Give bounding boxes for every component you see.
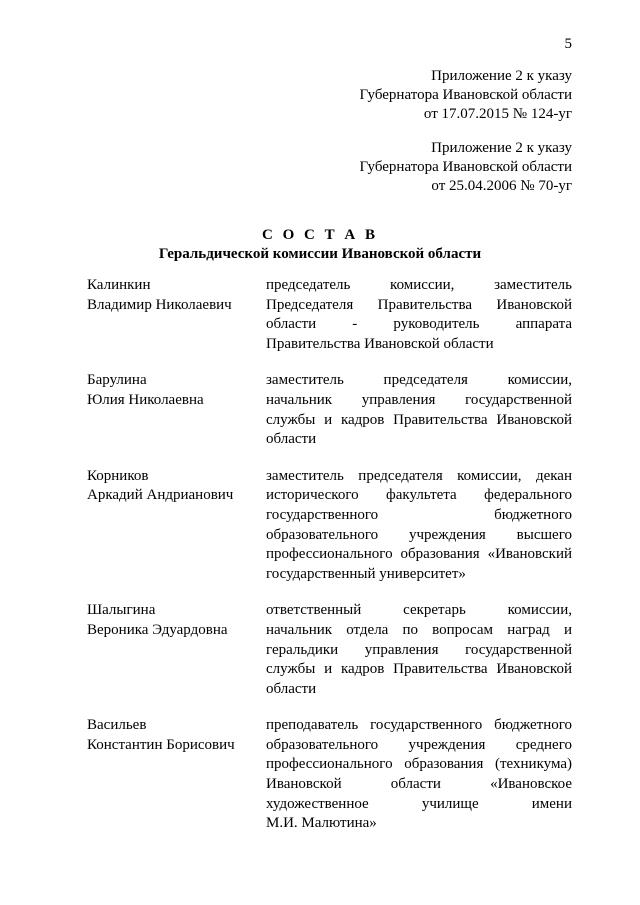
member-role-line: службы и кадров Правительства Ивановской xyxy=(266,661,572,678)
member-role-line: заместитель председателя комиссии, xyxy=(266,372,572,389)
member-given-names: Вероника Эдуардовна xyxy=(87,621,228,638)
member-role-line: области xyxy=(266,680,317,697)
member-surname: Корников xyxy=(87,467,149,484)
member-role-line: преподаватель государственного бюджетного xyxy=(266,717,572,734)
members-list xyxy=(87,276,572,834)
member-surname: Барулина xyxy=(87,372,147,389)
member-surname: Васильев xyxy=(87,717,147,734)
member-entry xyxy=(87,716,572,834)
member-role-line: области xyxy=(266,431,317,448)
appendix-original-line: Приложение 2 к указу xyxy=(431,140,572,156)
member-surname: Калинкин xyxy=(87,277,151,293)
member-name xyxy=(87,467,257,506)
member-entry xyxy=(87,371,572,449)
member-surname: Шалыгина xyxy=(87,602,156,619)
member-role-line: Председателя Правительства Ивановской xyxy=(266,296,572,313)
member-entry xyxy=(87,467,572,585)
member-gap xyxy=(87,699,572,716)
member-role-line: исторического факультета федерального xyxy=(266,487,572,504)
member-role-line: художественное училище имени xyxy=(266,795,572,812)
member-name xyxy=(87,371,257,410)
member-gap xyxy=(87,584,572,601)
member-given-names: Владимир Николаевич xyxy=(87,296,232,313)
member-role-line: профессионального образования (техникума) xyxy=(266,756,572,773)
member-given-names: Аркадий Андрианович xyxy=(87,487,234,504)
member-name xyxy=(87,276,257,315)
member-gap xyxy=(87,354,572,371)
member-gap xyxy=(87,450,572,467)
member-role xyxy=(266,601,572,699)
member-entry xyxy=(87,601,572,699)
member-role xyxy=(266,716,572,834)
member-name xyxy=(87,716,257,755)
member-role-line: службы и кадров Правительства Ивановской xyxy=(266,411,572,428)
appendix-current-line: Приложение 2 к указу xyxy=(431,68,572,84)
member-role-line: Правительства Ивановской области xyxy=(266,335,494,352)
member-role-line: геральдики управления государственной xyxy=(266,641,572,658)
appendix-current-line: Губернатора Ивановской области xyxy=(359,87,572,103)
appendix-original-line: от 25.04.2006 № 70-уг xyxy=(431,178,572,194)
member-given-names: Константин Борисович xyxy=(87,736,235,753)
document-subtitle: Геральдической комиссии Ивановской области xyxy=(158,246,482,262)
document-title: С О С Т А В xyxy=(262,227,378,243)
document-heading xyxy=(0,226,640,264)
appendix-original-line: Губернатора Ивановской области xyxy=(359,159,572,175)
page-number: 5 xyxy=(564,36,572,52)
appendix-current xyxy=(359,67,572,124)
member-role-line: образовательного учреждения среднего xyxy=(266,736,572,753)
member-role-line: ответственный секретарь комиссии, xyxy=(266,602,572,619)
member-role xyxy=(266,276,572,354)
member-role-line: председатель комиссии, заместитель xyxy=(266,277,572,293)
member-role-line: начальник отдела по вопросам наград и xyxy=(266,621,572,638)
appendix-original xyxy=(359,139,572,196)
member-role xyxy=(266,467,572,585)
appendix-current-line: от 17.07.2015 № 124-уг xyxy=(423,106,572,122)
member-entry xyxy=(87,276,572,354)
member-role-line: М.И. Малютина» xyxy=(266,815,377,832)
member-given-names: Юлия Николаевна xyxy=(87,391,204,408)
member-role-line: государственный университет» xyxy=(266,565,466,582)
member-role-line: начальник управления государственной xyxy=(266,391,572,408)
member-role xyxy=(266,371,572,449)
member-role-line: области - руководитель аппарата xyxy=(266,316,572,333)
member-name xyxy=(87,601,257,640)
member-role-line: профессионального образования «Ивановский xyxy=(266,546,572,563)
member-role-line: образовательного учреждения высшего xyxy=(266,526,572,543)
member-role-line: Ивановской области «Ивановское xyxy=(266,776,572,793)
member-role-line: государственного бюджетного xyxy=(266,506,572,523)
member-role-line: заместитель председателя комиссии, декан xyxy=(266,467,572,484)
